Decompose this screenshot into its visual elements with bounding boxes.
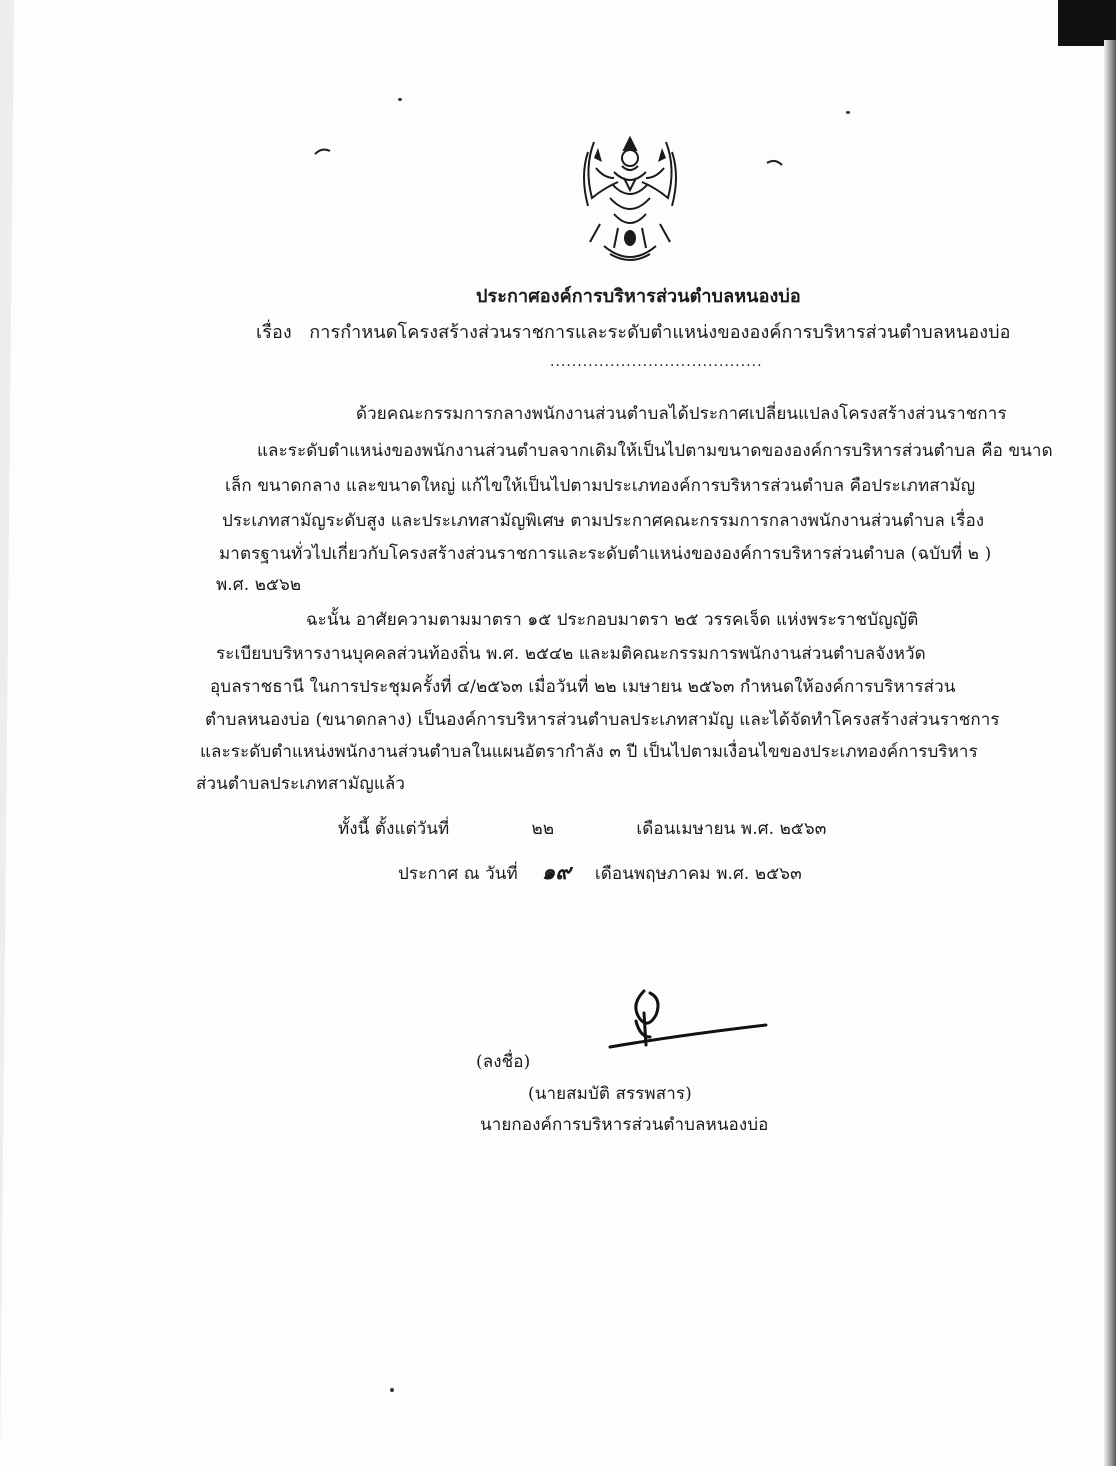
paragraph1-line: มาตรฐานทั่วไปเกี่ยวกับโครงสร้างส่วนราชการและระดับตำแหน่งขององค์การบริหารส่วนตำบล (ฉบับที่ ๒ ) bbox=[219, 544, 992, 564]
paragraph1-line: พ.ศ. ๒๕๖๒ bbox=[216, 575, 302, 595]
paragraph1-line: ประเภทสามัญระดับสูง และประเภทสามัญพิเศษ ตามประกาศคณะกรรมการกลางพนักงานส่วนตำบล เรื่อง bbox=[222, 511, 985, 531]
paragraph1-line: ด้วยคณะกรรมการกลางพนักงานส่วนตำบลได้ประกาศเปลี่ยนแปลงโครงสร้างส่วนราชการ bbox=[356, 404, 1007, 424]
paragraph2-line: อุบลราชธานี ในการประชุมครั้งที่ ๔/๒๕๖๓ เมื่อวันที่ ๒๒ เมษายน ๒๕๖๓ กำหนดให้องค์การบริหารส่วน bbox=[210, 677, 956, 697]
signer-position: นายกองค์การบริหารส่วนตำบลหนองบ่อ bbox=[480, 1115, 769, 1135]
scan-speck bbox=[390, 1388, 394, 1392]
announced-month-year: เดือนพฤษภาคม พ.ศ. ๒๕๖๓ bbox=[594, 864, 802, 884]
paragraph1-line: และระดับตำแหน่งของพนักงานส่วนตำบลจากเดิมให้เป็นไปตามขนาดขององค์การบริหารส่วนตำบล คือ ขนาด bbox=[257, 441, 1053, 461]
document-title: ประกาศองค์การบริหารส่วนตำบลหนองบ่อ bbox=[476, 286, 801, 307]
sign-label: (ลงชื่อ) bbox=[476, 1052, 531, 1072]
scan-edge-left bbox=[0, 0, 14, 1466]
signer-name: (นายสมบัติ สรรพสาร) bbox=[528, 1084, 692, 1104]
effective-day: ๒๒ bbox=[531, 819, 555, 839]
scan-speck bbox=[846, 111, 850, 114]
scan-edge-right bbox=[1104, 40, 1116, 1466]
paragraph1-line: เล็ก ขนาดกลาง และขนาดใหญ่ แก้ไขให้เป็นไปตามประเภทองค์การบริหารส่วนตำบล คือประเภทสามัญ bbox=[225, 476, 976, 496]
announcement-date-line bbox=[398, 861, 802, 885]
paragraph2-line: ตำบลหนองบ่อ (ขนาดกลาง) เป็นองค์การบริหารส่วนตำบลประเภทสามัญ และได้จัดทำโครงสร้างส่วนราชการ bbox=[205, 710, 1000, 730]
paragraph2-line: และระดับตำแหน่งพนักงานส่วนตำบลในแผนอัตรากำลัง ๓ ปี เป็นไปตามเงื่อนไขของประเภทองค์การบริหาร bbox=[200, 742, 978, 762]
title-divider: ....................................... bbox=[550, 354, 763, 370]
subject-text: การกำหนดโครงสร้างส่วนราชการและระดับตำแหน่งขององค์การบริหารส่วนตำบลหนองบ่อ bbox=[309, 322, 1011, 343]
effective-month-year: เดือนเมษายน พ.ศ. ๒๕๖๓ bbox=[636, 819, 827, 839]
handwritten-signature bbox=[600, 985, 780, 1055]
subject-label: เรื่อง bbox=[256, 322, 292, 343]
paragraph2-line: ส่วนตำบลประเภทสามัญแล้ว bbox=[196, 774, 406, 794]
effective-prefix: ทั้งนี้ ตั้งแต่วันที่ bbox=[338, 819, 450, 839]
paragraph2-line: ฉะนั้น อาศัยความตามมาตรา ๑๕ ประกอบมาตรา ๒๕ วรรคเจ็ด แห่งพระราชบัญญัติ bbox=[306, 610, 919, 630]
scan-speck bbox=[398, 98, 402, 101]
announced-day: ๑๙ bbox=[541, 859, 571, 884]
effective-date-line bbox=[338, 818, 827, 840]
scan-mark bbox=[314, 145, 332, 157]
announced-prefix: ประกาศ ณ วันที่ bbox=[398, 864, 518, 884]
garuda-emblem-icon bbox=[574, 128, 686, 270]
subject-line bbox=[256, 322, 1011, 344]
scan-mark bbox=[766, 157, 784, 169]
paragraph2-line: ระเบียบบริหารงานบุคคลส่วนท้องถิ่น พ.ศ. ๒๕๔๒ และมติคณะกรรมการพนักงานส่วนตำบลจังหวัด bbox=[216, 644, 926, 664]
